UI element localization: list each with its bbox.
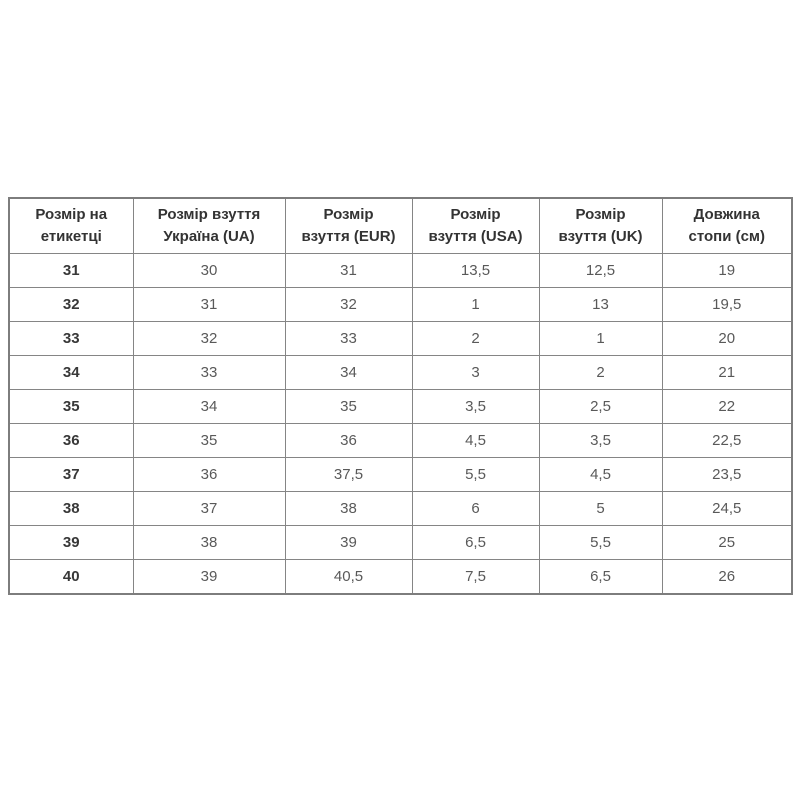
table-body (9, 254, 792, 595)
table-cell-label-size: 38 (9, 492, 133, 526)
header-row (9, 198, 792, 254)
table-cell-foot-length: 23,5 (662, 458, 792, 492)
table-row (9, 560, 792, 595)
column-header-line: стопи (см) (688, 228, 766, 245)
table-cell-eur-size: 31 (285, 254, 412, 288)
column-header-line: взуття (UK) (558, 228, 643, 245)
table-cell-uk-size: 13 (539, 288, 662, 322)
table-cell-ua-size: 36 (133, 458, 285, 492)
table-cell-foot-length: 25 (662, 526, 792, 560)
table-cell-eur-size: 32 (285, 288, 412, 322)
table-cell-usa-size: 13,5 (412, 254, 539, 288)
table-cell-foot-length: 24,5 (662, 492, 792, 526)
column-header-line: Україна (UA) (163, 228, 255, 245)
table-cell-foot-length: 20 (662, 322, 792, 356)
table-cell-label-size: 31 (9, 254, 133, 288)
table-cell-ua-size: 32 (133, 322, 285, 356)
table-cell-foot-length: 19 (662, 254, 792, 288)
table-cell-label-size: 33 (9, 322, 133, 356)
table-cell-usa-size: 4,5 (412, 424, 539, 458)
column-header-label-size (9, 198, 133, 254)
table-cell-ua-size: 39 (133, 560, 285, 595)
table-cell-usa-size: 6,5 (412, 526, 539, 560)
table-row (9, 288, 792, 322)
table-cell-uk-size: 3,5 (539, 424, 662, 458)
table-cell-uk-size: 4,5 (539, 458, 662, 492)
column-header-line: Розмір на (35, 206, 108, 224)
table-cell-eur-size: 34 (285, 356, 412, 390)
table-row (9, 390, 792, 424)
table-cell-eur-size: 33 (285, 322, 412, 356)
table-cell-ua-size: 37 (133, 492, 285, 526)
table-cell-usa-size: 6 (412, 492, 539, 526)
table-cell-usa-size: 1 (412, 288, 539, 322)
table-cell-eur-size: 36 (285, 424, 412, 458)
table-cell-uk-size: 5,5 (539, 526, 662, 560)
table-cell-label-size: 36 (9, 424, 133, 458)
table-row (9, 492, 792, 526)
table-cell-uk-size: 2,5 (539, 390, 662, 424)
table-cell-label-size: 40 (9, 560, 133, 595)
table-cell-label-size: 32 (9, 288, 133, 322)
table-cell-eur-size: 39 (285, 526, 412, 560)
table-cell-eur-size: 35 (285, 390, 412, 424)
table-cell-usa-size: 3,5 (412, 390, 539, 424)
table-cell-ua-size: 34 (133, 390, 285, 424)
table-cell-foot-length: 22 (662, 390, 792, 424)
table-cell-uk-size: 12,5 (539, 254, 662, 288)
table-cell-ua-size: 31 (133, 288, 285, 322)
table-row (9, 424, 792, 458)
table-cell-ua-size: 33 (133, 356, 285, 390)
table-cell-usa-size: 2 (412, 322, 539, 356)
table-cell-usa-size: 3 (412, 356, 539, 390)
table-cell-eur-size: 40,5 (285, 560, 412, 595)
column-header-line: Розмір (450, 206, 501, 224)
column-header-line: Довжина (693, 206, 760, 224)
column-header-line: Розмір взуття (157, 206, 261, 224)
table-row (9, 526, 792, 560)
table-cell-ua-size: 30 (133, 254, 285, 288)
size-table (8, 197, 793, 595)
table-cell-eur-size: 37,5 (285, 458, 412, 492)
table-cell-label-size: 37 (9, 458, 133, 492)
table-row (9, 356, 792, 390)
column-header-line: взуття (EUR) (301, 228, 396, 245)
table-cell-uk-size: 5 (539, 492, 662, 526)
table-cell-foot-length: 26 (662, 560, 792, 595)
column-header-eur-size (285, 198, 412, 254)
column-header-ua-size (133, 198, 285, 254)
column-header-usa-size (412, 198, 539, 254)
column-header-foot-length (662, 198, 792, 254)
column-header-line: Розмір (323, 206, 374, 224)
table-cell-uk-size: 2 (539, 356, 662, 390)
table-cell-usa-size: 5,5 (412, 458, 539, 492)
table-cell-foot-length: 21 (662, 356, 792, 390)
table-cell-ua-size: 38 (133, 526, 285, 560)
table-cell-label-size: 39 (9, 526, 133, 560)
table-row (9, 322, 792, 356)
table-cell-foot-length: 22,5 (662, 424, 792, 458)
table-cell-foot-length: 19,5 (662, 288, 792, 322)
table-cell-ua-size: 35 (133, 424, 285, 458)
column-header-line: етикетці (40, 228, 102, 245)
column-header-uk-size (539, 198, 662, 254)
column-header-line: Розмір (575, 206, 626, 224)
table-cell-uk-size: 1 (539, 322, 662, 356)
table-row (9, 458, 792, 492)
table-cell-usa-size: 7,5 (412, 560, 539, 595)
table-cell-label-size: 35 (9, 390, 133, 424)
table-row (9, 254, 792, 288)
table-cell-label-size: 34 (9, 356, 133, 390)
table-cell-uk-size: 6,5 (539, 560, 662, 595)
column-header-line: взуття (USA) (428, 228, 523, 245)
table-cell-eur-size: 38 (285, 492, 412, 526)
